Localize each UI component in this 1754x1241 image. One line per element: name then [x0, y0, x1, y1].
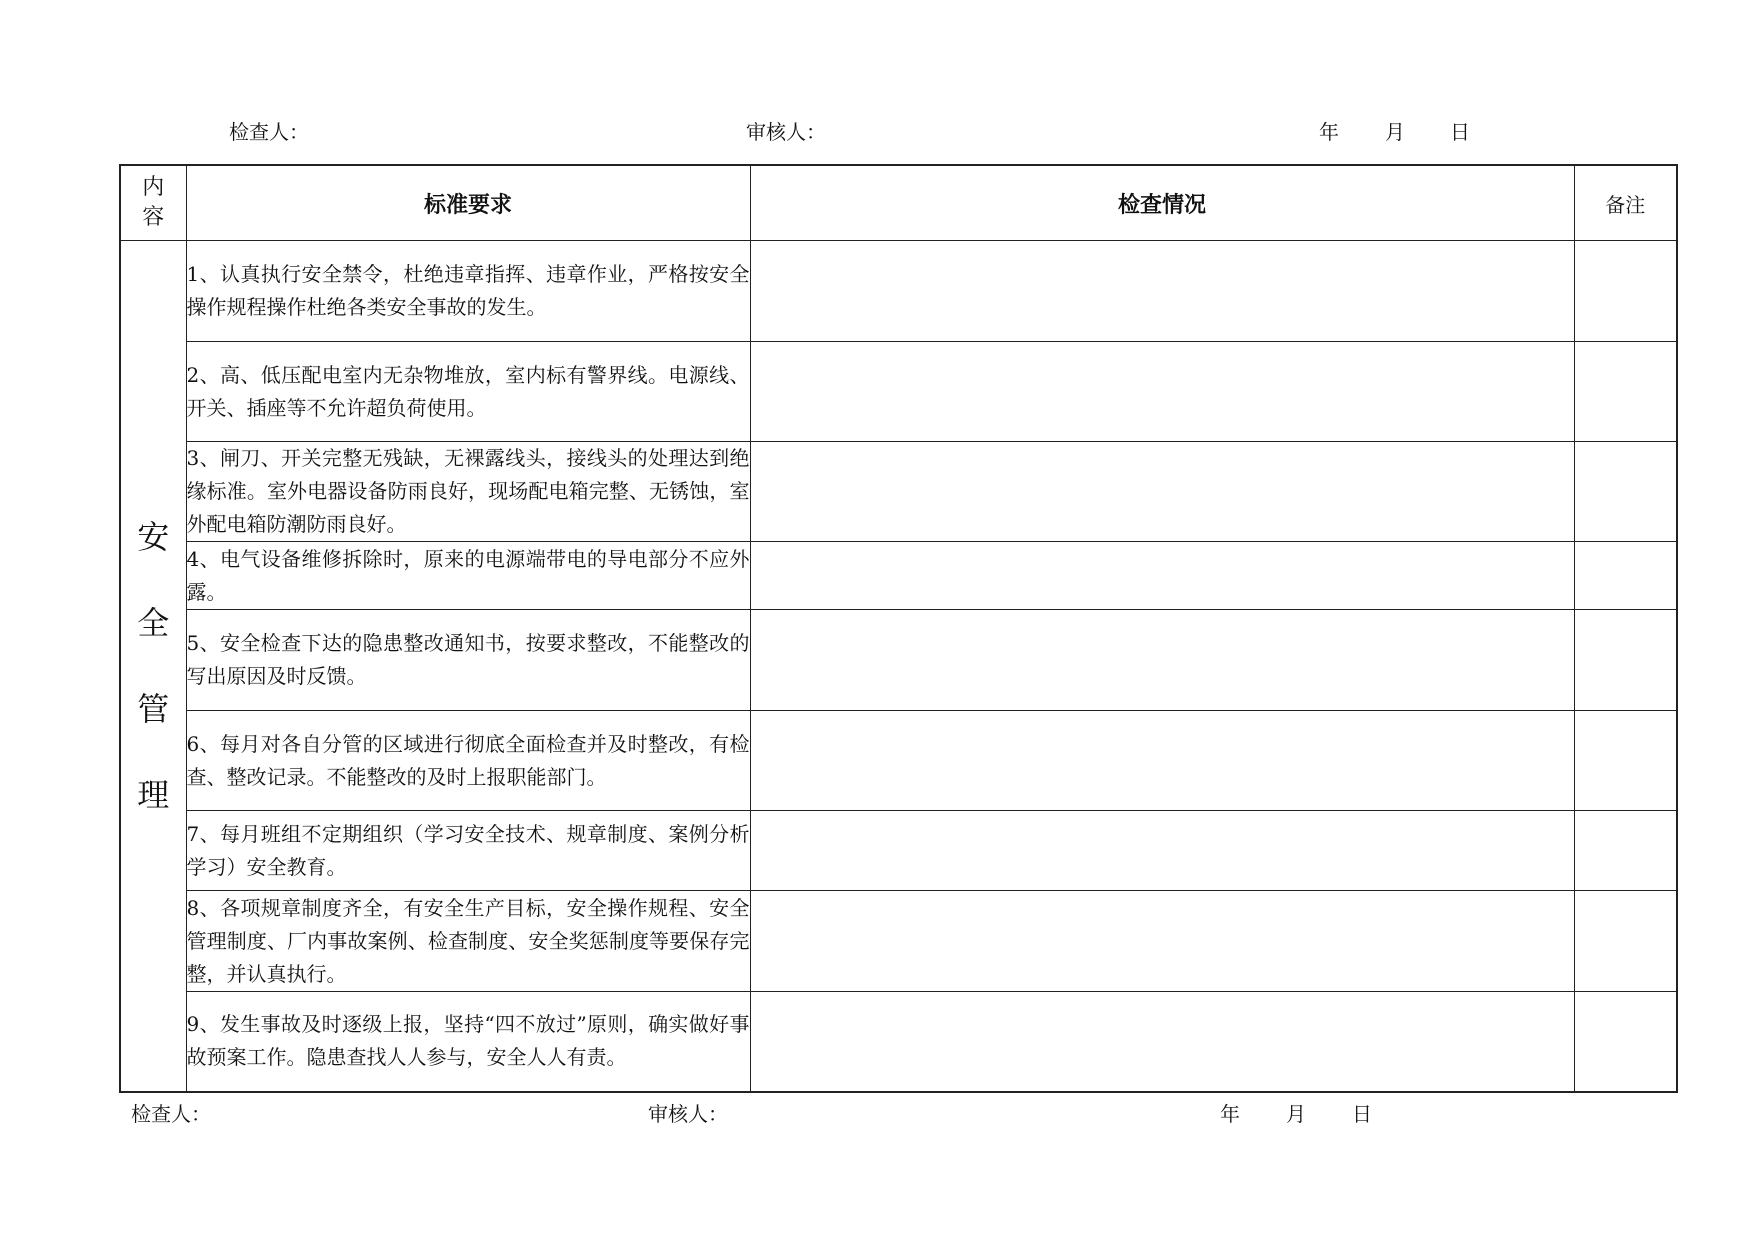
table-row [120, 992, 1677, 1092]
remarks-cell[interactable] [1574, 711, 1677, 811]
inspection-cell[interactable] [750, 891, 1574, 992]
header-year-label: 年 [1319, 120, 1339, 144]
standard-cell [186, 992, 750, 1092]
inspection-cell[interactable] [750, 711, 1574, 811]
table-header-row [120, 165, 1677, 241]
inspection-cell[interactable] [750, 542, 1574, 610]
header-day-label: 日 [1450, 120, 1470, 144]
category-char: 理 [137, 775, 170, 814]
standard-cell [186, 610, 750, 711]
table-row [120, 542, 1677, 610]
remarks-cell[interactable] [1574, 342, 1677, 442]
remarks-cell[interactable] [1574, 542, 1677, 610]
footer-month-label: 月 [1286, 1102, 1306, 1126]
category-cell [120, 241, 186, 1092]
standard-cell [186, 542, 750, 610]
remarks-cell[interactable] [1574, 992, 1677, 1092]
inspection-cell[interactable] [750, 342, 1574, 442]
footer-inspector-label: 检查人： [131, 1102, 211, 1126]
inspection-cell[interactable] [750, 610, 1574, 711]
standard-text: 1、认真执行安全禁令，杜绝违章指挥、违章作业，严格按安全操作规程操作杜绝各类安全事故的发生。 [186, 262, 750, 319]
table-row [120, 342, 1677, 442]
standard-cell [186, 442, 750, 542]
header-remarks: 备注 [1574, 165, 1677, 241]
standard-text: 7、每月班组不定期组织（学习安全技术、规章制度、案例分析学习）安全教育。 [186, 821, 750, 879]
inspection-cell[interactable] [750, 811, 1574, 891]
header-reviewer-label: 审核人： [746, 120, 826, 144]
standard-cell [186, 891, 750, 992]
header-month-label: 月 [1385, 120, 1405, 144]
standard-text: 6、每月对各自分管的区域进行彻底全面检查并及时整改，有检查、整改记录。不能整改的及时上报职能部门。 [186, 731, 750, 789]
inspection-cell[interactable] [750, 992, 1574, 1092]
remarks-cell[interactable] [1574, 811, 1677, 891]
category-char: 安 [137, 517, 170, 556]
footer-day-label: 日 [1352, 1102, 1372, 1126]
standard-cell [186, 241, 750, 342]
header-inspector-label: 检查人： [229, 120, 309, 144]
standard-text: 4、电气设备维修拆除时，原来的电源端带电的导电部分不应外露。 [186, 546, 750, 604]
standard-text: 9、发生事故及时逐级上报，坚持“四不放过”原则，确实做好事故预案工作。隐患查找人人参与，安全人人有责。 [186, 1012, 750, 1070]
footer-reviewer-label: 审核人： [648, 1102, 728, 1126]
remarks-cell[interactable] [1574, 610, 1677, 711]
standard-text: 2、高、低压配电室内无杂物堆放，室内标有警界线。电源线、开关、插座等不允许超负荷使用。 [186, 362, 750, 420]
table-row [120, 891, 1677, 992]
inspection-cell[interactable] [750, 442, 1574, 542]
standard-cell [186, 342, 750, 442]
table-row [120, 241, 1677, 342]
table-row [120, 610, 1677, 711]
remarks-cell[interactable] [1574, 891, 1677, 992]
table-row [120, 811, 1677, 891]
category-char: 管 [137, 689, 170, 728]
remarks-cell[interactable] [1574, 442, 1677, 542]
standard-text: 5、安全检查下达的隐患整改通知书，按要求整改，不能整改的写出原因及时反馈。 [186, 631, 750, 688]
standard-text: 3、闸刀、开关完整无残缺，无裸露线头，接线头的处理达到绝缘标准。室外电器设备防雨良好，现场配电箱完整、无锈蚀，室外配电箱防潮防雨良好。 [186, 446, 750, 536]
standard-cell [186, 811, 750, 891]
footer-year-label: 年 [1220, 1102, 1240, 1126]
inspection-table [119, 164, 1678, 1093]
header-content-label: 内容 [142, 175, 165, 230]
header-inspection: 检查情况 [750, 165, 1574, 241]
category-char: 全 [137, 603, 170, 642]
table-row [120, 711, 1677, 811]
header-content [120, 165, 186, 241]
standard-text: 8、各项规章制度齐全，有安全生产目标，安全操作规程、安全管理制度、厂内事故案例、检查制度、安全奖惩制度等要保存完整，并认真执行。 [186, 895, 750, 986]
standard-cell [186, 711, 750, 811]
inspection-cell[interactable] [750, 241, 1574, 342]
table-row [120, 442, 1677, 542]
header-standard: 标准要求 [186, 165, 750, 241]
remarks-cell[interactable] [1574, 241, 1677, 342]
